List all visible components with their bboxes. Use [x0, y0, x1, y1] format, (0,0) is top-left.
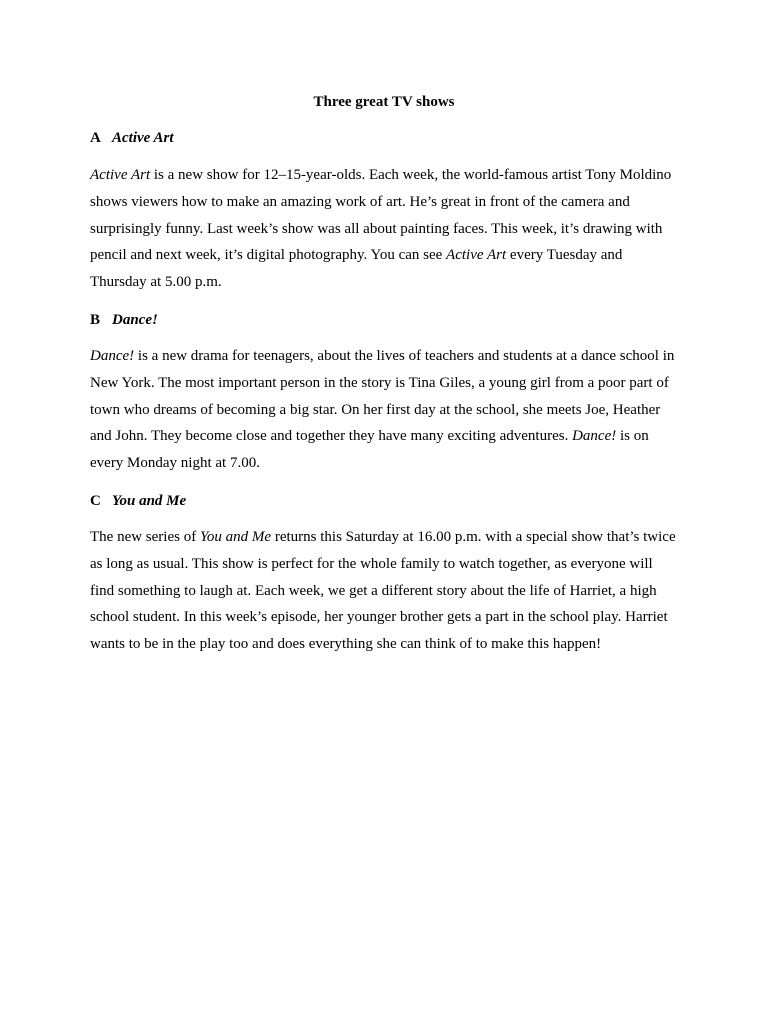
show-name: Active Art	[446, 247, 507, 264]
section-paragraph-b	[90, 343, 680, 477]
paragraph-text: is a new show for 12–15-year-olds. Each week, the world-famous artist Tony Moldino shows viewers how to make an amazing work of art. He’s great in front of the camera and surprisingly funny. Last week’s show was all about painting faces. This week, it’s drawing with pencil and next week, it’s digital photography. You can see	[90, 167, 672, 264]
paragraph-text: is on every Monday night at 7.00.	[90, 428, 649, 472]
paragraph-text: is a new drama for teenagers, about the lives of teachers and students at a dance school in New York. The most important person in the story is Tina Giles, a young girl from a poor part of town who dreams of becoming a big star. On her first day at the school, she meets Joe, Heather and John. They become close and together they have many exciting adventures.	[90, 348, 675, 445]
show-name: Dance!	[572, 428, 617, 445]
show-name: Dance!	[90, 348, 135, 364]
section-title: Active Art	[112, 130, 174, 146]
section-letter: C	[90, 493, 101, 509]
section-paragraph-a	[90, 162, 680, 296]
section-heading-a	[90, 128, 174, 148]
section-title: You and Me	[112, 493, 187, 509]
section-paragraph-c	[90, 524, 680, 658]
section-heading-b	[90, 310, 158, 330]
show-name: You and Me	[199, 529, 272, 545]
section-title: Dance!	[112, 312, 158, 328]
section-letter: A	[90, 130, 101, 146]
section-heading-c	[90, 491, 186, 511]
show-name: Active Art	[90, 167, 151, 183]
paragraph-text: returns this Saturday at 16.00 p.m. with a special show that’s twice as long as usual. This show is perfect for the whole family to watch together, as everyone will find something to laugh at. Each week, we get a different story about the life of Harriet, a high school student. In this week’s episode, her younger brother gets a part in the school play. Harriet wants to be in the play too and does everything she can think of to make this happen!	[90, 529, 676, 653]
document-title: Three great TV shows	[313, 94, 455, 110]
paragraph-text: The new series of	[90, 529, 200, 545]
section-letter: B	[90, 312, 101, 328]
paragraph-text: every Tuesday and Thursday at 5.00 p.m.	[90, 247, 623, 291]
